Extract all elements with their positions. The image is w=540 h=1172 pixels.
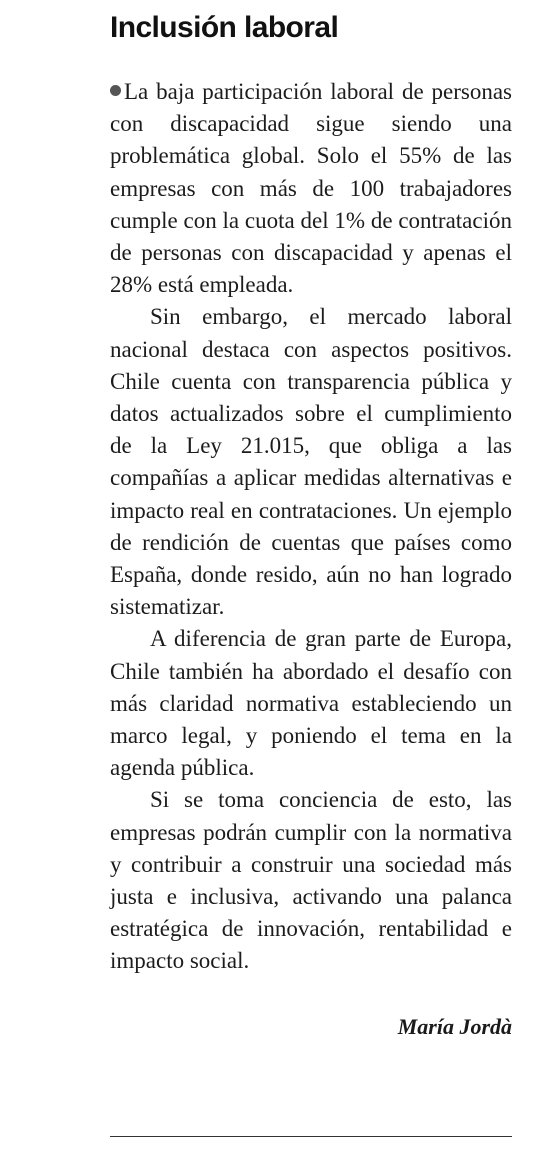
article-body [110,76,512,978]
author-signature: María Jordà [397,1013,512,1039]
letter-article [110,0,512,1040]
paragraph-4: Si se toma conciencia de esto, las empresas podrán cumplir con la normativa y contribuir a construir una sociedad más justa e inclusiva, activando una palanca estratégica de innovación, rentabilidad e impacto social. [110,787,512,974]
bottom-divider [110,1136,512,1137]
bullet-icon [110,85,121,96]
paragraph-1-text: La baja participación laboral de personas con discapacidad sigue siendo una problemática global. Solo el 55% de las empresas con más de 100 trabajadores cumple con la cuota del 1% de contratación de personas con discapacidad y apenas el 28% está empleada. [110,79,512,298]
paragraph-3: A diferencia de gran parte de Europa, Chile también ha abordado el desafío con más claridad normativa estableciendo un marco legal, y poniendo el tema en la agenda pública. [110,626,512,781]
paragraph-1 [110,76,512,301]
article-title: Inclusión laboral [110,11,339,44]
paragraph-2: Sin embargo, el mercado laboral nacional destaca con aspectos positivos. Chile cuenta con transparencia pública y datos actualizados sobre el cumplimiento de la Ley 21.015, que obliga a las compañías a aplicar medidas alternativas e impacto real en contrataciones. Un ejemplo de rendición de cuentas que países como España, donde resido, aún no han logrado sistematizar. [110,304,512,620]
